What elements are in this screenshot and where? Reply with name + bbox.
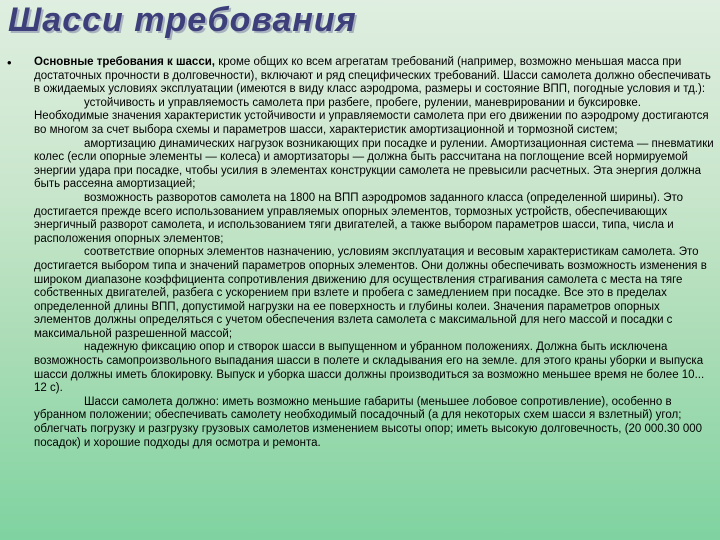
bullet-marker: • (7, 55, 12, 70)
intro-text: кроме общих ко всем агрегатам требований (например, возможно меньшая масса при достаточных прочности в долговечности), включают и ряд специфических требований. Шасси самолета должно обеспечивать в ожидаемых условиях эксплуатации (имеются в виду класс аэродрома, размеры и состояние ВПП, погодные условия и тд.): (34, 56, 711, 96)
slide-title: Шасси требования (8, 1, 357, 39)
paragraph-stability: устойчивость и управляемость самолета при разбеге, пробеге, рулении, маневрировании и буксировке. Необходимые значения характеристик устойчивости и управляемости самолета при его движении по аэродрому достигаются во многом за счет выбора схемы и параметров шасси, характеристик амортизационной и тормозной систем; (34, 96, 709, 136)
paragraph-locking: надежную фиксацию опор и створок шасси в выпущенном и убранном положениях. Должна быть исключена возможность самопроизвольного выпадания шасси в полете и складывания его на земле. для этого краны уборки и выпуска шасси должны иметь блокировку. Выпуск и уборка шасси должны производиться за возможно меньшее время не более 10... 12 с). (34, 341, 705, 395)
paragraph-support-elements: соответствие опорных элементов назначению, условиям эксплуатация и весовым характеристикам самолета. Это достигается выбором типа и значений параметров опорных элементов. Они должны обеспечивать возможность изменения в широком диапазоне коэффициента сопротивления движению для осуществления страгивания самолета с места на тяге собственных двигателей, разбега с ускорением при взлете и пробега с замедлением при посадке. Все это в пределах определенной длины ВПП, допустимой нагрузки на ее поверхность и глубины колеи. Значения параметров опорных элементов должны определяться с учетом обеспечения взлета самолета с максимальной для него массой и посадки с максимальной разрешенной массой; (34, 246, 707, 340)
intro-lead: Основные требования к шасси, (34, 56, 215, 68)
body-text (34, 56, 716, 534)
paragraph-turning: возможность разворотов самолета на 1800 на ВПП аэродромов заданного класса (определенной ширины). Это достигается прежде всего использованием управляемых опорных элементов, тормозных устройств, обеспечивающих энергичный разворот самолета, и использованием тяги двигателей, а также выбором параметров шасси, типа, числа и расположения опорных элементов; (34, 191, 684, 245)
paragraph-damping: амортизацию динамических нагрузок возникающих при посадке и рулении. Амортизационная система — пневматики колес (если опорные элементы — колеса) и амортизаторы — должна быть рассчитана на поглощение всей нормируемой энергии удара при посадке, чтобы усилия в элементах конструкции самолета не превысили расчетных. Эта энергия должна быть рассеяна амортизацией; (34, 137, 714, 191)
paragraph-general-requirements: Шасси самолета должно: иметь возможно меньшие габариты (меньшее лобовое сопротивление), особенно в убранном положении; обеспечивать самолету необходимый посадочный (а для некоторых схем шасси я взлетный) угол; облегчать погрузку и разгрузку грузовых самолетов изменением высоты опор; иметь высокую долговечность, (20 000.30 000 посадок) и хорошие подходы для осмотра и ремонта. (34, 395, 703, 449)
paragraph-intro (34, 56, 716, 97)
